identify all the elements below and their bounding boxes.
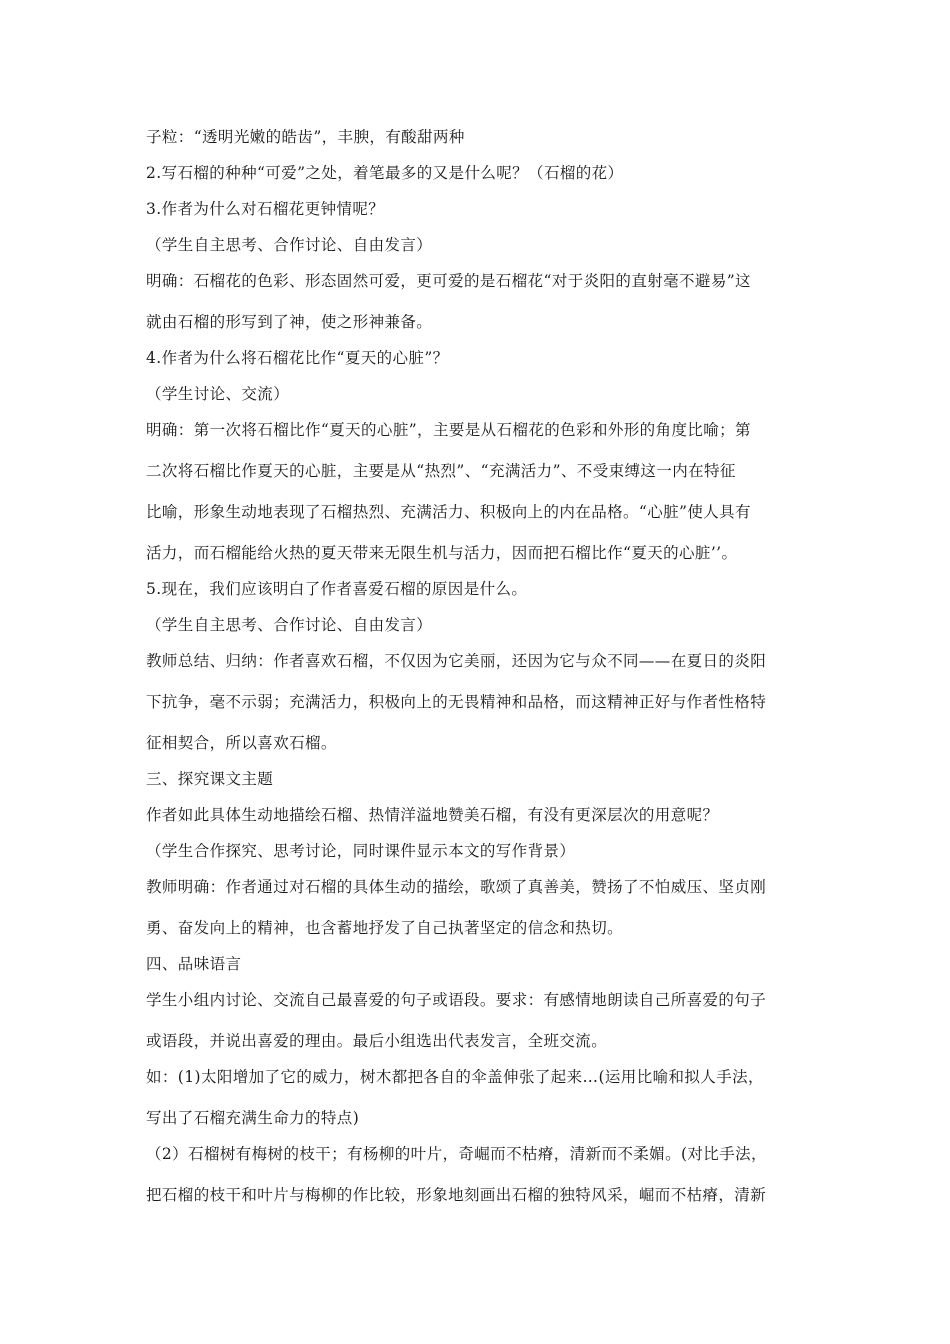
section-heading: 四、品味语言 bbox=[146, 955, 242, 973]
text-line: 4.作者为什么将石榴花比作“夏天的心脏”？ bbox=[146, 349, 449, 367]
text-line: 下抗争，毫不示弱；充满活力，积极向上的无畏精神和品格，而这精神正好与作者性格特 bbox=[146, 693, 767, 711]
text-line: （学生自主思考、合作讨论、自由发言） bbox=[146, 616, 433, 634]
text-line: 或语段，并说出喜爱的理由。最后小组选出代表发言，全班交流。 bbox=[146, 1032, 608, 1050]
text-line: 把石榴的枝干和叶片与梅柳的作比较，形象地刻画出石榴的独特风采，崛而不枯瘠，清新 bbox=[146, 1186, 767, 1204]
section-heading: 三、探究课文主题 bbox=[146, 770, 274, 788]
text-line: （学生合作探究、思考讨论，同时课件显示本文的写作背景） bbox=[146, 842, 576, 860]
text-line: 子粒：“透明光嫩的皓齿”，丰腴，有酸甜两种 bbox=[146, 128, 465, 146]
text-line: 作者如此具体生动地描绘石榴、热情洋溢地赞美石榴，有没有更深层次的用意呢？ bbox=[146, 806, 719, 824]
text-line: （2）石榴树有梅树的枝干；有杨柳的叶片，奇崛而不枯瘠，清新而不柔媚。(对比手法， bbox=[146, 1145, 767, 1163]
text-line: 明确：石榴花的色彩、形态固然可爱，更可爱的是石榴花“对于炎阳的直射毫不避易”这 bbox=[146, 272, 751, 290]
text-line: 学生小组内讨论、交流自己最喜爱的句子或语段。要求：有感情地朗读自己所喜爱的句子 bbox=[146, 991, 767, 1009]
text-line: 教师明确：作者通过对石榴的具体生动的描绘，歌颂了真善美，赞扬了不怕威压、坚贞刚 bbox=[146, 878, 767, 896]
text-line: 征相契合，所以喜欢石榴。 bbox=[146, 734, 337, 752]
text-line: （学生讨论、交流） bbox=[146, 385, 290, 403]
text-line: 二次将石榴比作夏天的心脏，主要是从“热烈”、“充满活力”、不受束缚这一内在特征 bbox=[146, 462, 736, 480]
text-line: 3.作者为什么对石榴花更钟情呢？ bbox=[146, 200, 385, 218]
text-line: 活力，而石榴能给火热的夏天带来无限生机与活力，因而把石榴比作“夏天的心脏’’。 bbox=[146, 544, 738, 562]
text-line: 教师总结、归纳：作者喜欢石榴，不仅因为它美丽，还因为它与众不同——在夏日的炎阳 bbox=[146, 652, 767, 670]
text-line: 如：(1)太阳增加了它的威力，树木都把各自的伞盖伸张了起来…(运用比喻和拟人手法， bbox=[146, 1068, 764, 1086]
text-line: 就由石榴的形写到了神，使之形神兼备。 bbox=[146, 313, 433, 331]
text-line: 比喻，形象生动地表现了石榴热烈、充满活力、积极向上的内在品格。“心脏”使人具有 bbox=[146, 503, 751, 521]
text-line: （学生自主思考、合作讨论、自由发言） bbox=[146, 236, 433, 254]
text-line: 勇、奋发向上的精神，也含蓄地抒发了自己执著坚定的信念和热切。 bbox=[146, 919, 624, 937]
text-line: 明确：第一次将石榴比作“夏天的心脏”，主要是从石榴花的色彩和外形的角度比喻；第 bbox=[146, 421, 751, 439]
text-line: 写出了石榴充满生命力的特点) bbox=[146, 1109, 360, 1127]
text-line: 5.现在，我们应该明白了作者喜爱石榴的原因是什么。 bbox=[146, 580, 528, 598]
text-line: 2.写石榴的种种“可爱”之处，着笔最多的又是什么呢？（石榴的花） bbox=[146, 164, 624, 182]
